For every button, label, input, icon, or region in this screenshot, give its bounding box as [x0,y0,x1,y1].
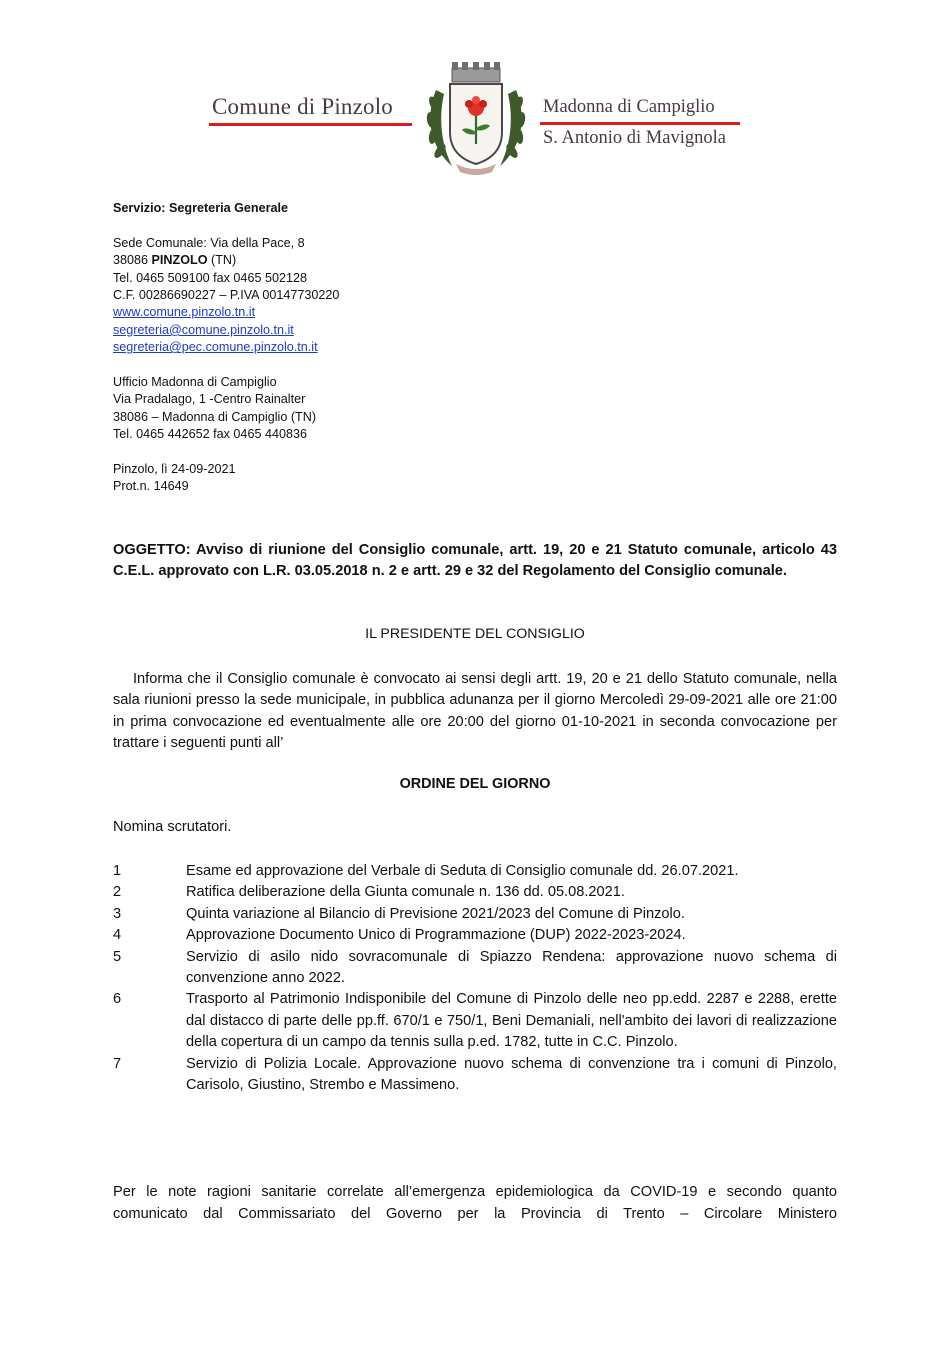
item-text: Approvazione Documento Unico di Programmazione (DUP) 2022-2023-2024. [186,927,686,944]
item-text: Esame ed approvazione del Verbale di Seduta di Consiglio comunale dd. 26.07.2021. [186,863,739,879]
letterhead-right [543,97,743,118]
nomina-line: Nomina scrutatori. [113,819,232,835]
agenda-list [113,861,837,1096]
list-item [113,1054,837,1097]
office-city: 38086 – Madonna di Campiglio (TN) [113,409,317,424]
service-label: Servizio: Segreteria Generale [113,201,288,215]
frazione-2: S. Antonio di Mavignola [543,128,726,148]
office-title: Ufficio Madonna di Campiglio [113,375,277,390]
subject-paragraph: OGGETTO: Avviso di riunione del Consiglio comunale, artt. 19, 20 e 21 Statuto comunale, articolo 43 C.E.L. approvato con L.R. 03.05.2018 n. 2 e artt. 29 e 32 del Regolamento del Consiglio comunale. [113,542,837,579]
list-item [113,861,837,882]
letterhead-right-2 [543,128,743,149]
item-number: 1 [113,863,122,879]
list-item [113,882,837,903]
address-block [113,200,339,496]
item-text: Ratifica deliberazione della Giunta comunale n. 136 dd. 05.08.2021. [186,884,625,901]
president-heading: IL PRESIDENTE DEL CONSIGLIO [365,626,585,642]
agenda-heading: ORDINE DEL GIORNO [399,776,551,792]
province: (TN) [211,253,237,268]
office-street: Via Pradalago, 1 -Centro Rainalter [113,392,306,407]
item-text: Servizio di Polizia Locale. Approvazione nuovo schema di convenzione tra i comuni di Pinzolo, Carisolo, Giustino, Strembo e Massimeno. [186,1055,837,1094]
list-item [113,989,837,1053]
cf-line: C.F. 00286690227 – P.IVA 00147730220 [113,288,340,303]
item-number: 4 [113,927,122,944]
list-item [113,904,837,925]
city: PINZOLO [151,253,208,268]
website-link[interactable]: www.comune.pinzolo.tn.it [113,305,256,320]
item-number: 2 [113,884,122,901]
list-item [113,925,837,946]
date-line: Pinzolo, lì 24-09-2021 [113,462,236,477]
item-text: Servizio di asilo nido sovracomunale di Spiazzo Rendena: approvazione nuovo schema di convenzione anno 2022. [186,948,837,987]
municipality-name: Comune di Pinzolo [212,94,394,119]
pec-link[interactable]: segreteria@pec.comune.pinzolo.tn.it [113,340,318,355]
city-line [113,252,339,269]
footer-paragraph: Per le note ragioni sanitarie correlate all’emergenza epidemiologica da COVID-19 e secondo quanto comunicato dal Commissariato del Governo per la Provincia di Trento – Circolare Ministero [113,1184,837,1222]
right-red-rule [540,122,740,125]
item-text: Quinta variazione al Bilancio di Previsione 2021/2023 del Comune di Pinzolo. [186,905,685,922]
item-number: 6 [113,991,122,1008]
letterhead-left [212,94,412,120]
email-link[interactable]: segreteria@comune.pinzolo.tn.it [113,322,294,337]
item-number: 7 [113,1055,122,1072]
item-number: 3 [113,905,122,922]
sede-line: Sede Comunale: Via della Pace, 8 [113,235,305,250]
protocol-line: Prot.n. 14649 [113,479,189,494]
item-number: 5 [113,948,122,965]
coat-of-arms-icon [422,60,530,178]
office-tel: Tel. 0465 442652 fax 0465 440836 [113,427,307,442]
list-item [113,947,837,990]
left-red-rule [209,123,412,126]
convocation-paragraph: Informa che il Consiglio comunale è convocato ai sensi degli artt. 19, 20 e 21 dello Statuto comunale, nella sala riunioni presso la sede municipale, in pubblica adunanza per il giorno Mercoledì 29-09-2021 alle ore 21:00 in prima convocazione ed eventualmente alle ore 20:00 del giorno 01-10-2021 in seconda convocazione per trattare i seguenti punti all’ [113,671,837,752]
frazione-1: Madonna di Campiglio [543,97,715,117]
cap: 38086 [113,253,149,268]
item-text: Trasporto al Patrimonio Indisponibile del Comune di Pinzolo delle neo pp.edd. 2287 e 2288, erette dal distacco di parte delle pp.ff. 670/1 e 750/1, Beni Demaniali, nell'ambito dei lavori di realizzazione della copertura di un campo da tennis sulla p.ed. 1782, tutte in C.C. Pinzolo. [186,991,837,1051]
tel-line: Tel. 0465 509100 fax 0465 502128 [113,270,307,285]
